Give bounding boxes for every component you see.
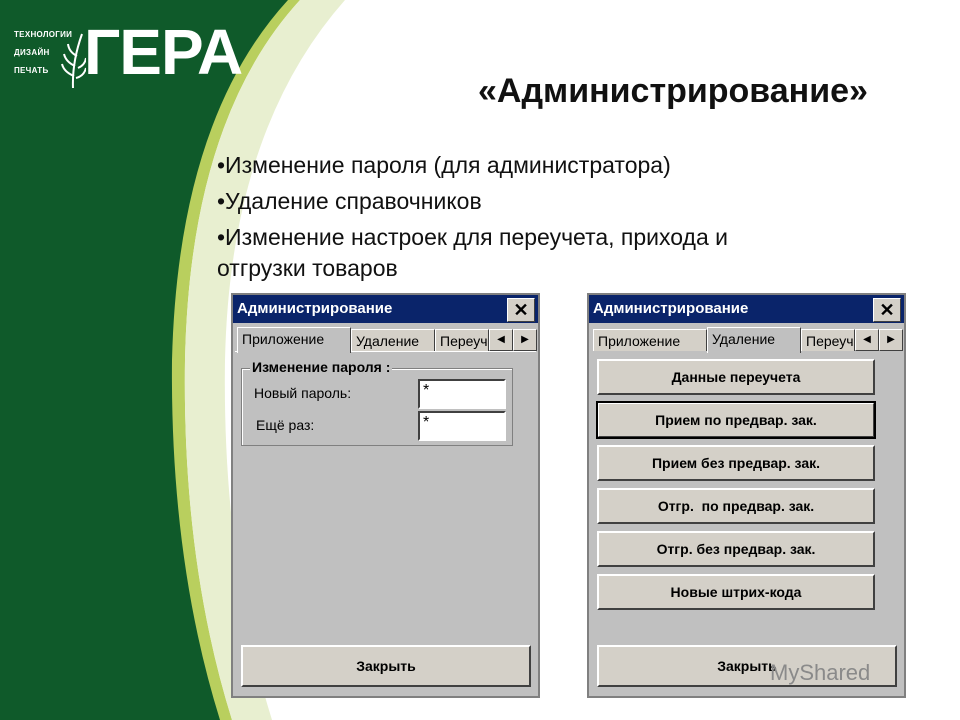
new-password-field[interactable]: * xyxy=(418,379,506,409)
recount-data-button[interactable]: Данные переучета xyxy=(597,359,875,395)
ship-without-preorder-button[interactable]: Отгр. без предвар. зак. xyxy=(597,531,875,567)
tab-delete[interactable]: Удаление xyxy=(351,329,435,351)
close-icon[interactable]: ✕ xyxy=(507,298,535,322)
bullet-item: •Удаление справочников xyxy=(217,188,482,214)
window-title: Администрирование xyxy=(237,300,393,317)
logo-brand: ГЕРА xyxy=(84,16,243,88)
bullet-list xyxy=(217,150,917,289)
tab-delete[interactable]: Удаление xyxy=(707,327,801,353)
tab-strip xyxy=(591,327,902,351)
window-title: Администрирование xyxy=(593,300,749,317)
window-titlebar xyxy=(233,295,538,323)
company-logo xyxy=(12,16,243,98)
close-icon[interactable]: ✕ xyxy=(873,298,901,322)
new-barcodes-button[interactable]: Новые штрих-кода xyxy=(597,574,875,610)
wheat-icon xyxy=(60,32,86,88)
receive-without-preorder-button[interactable]: Прием без предвар. зак. xyxy=(597,445,875,481)
password-group xyxy=(241,359,513,446)
ship-with-preorder-button[interactable]: Отгр. по предвар. зак. xyxy=(597,488,875,524)
window-titlebar xyxy=(589,295,904,323)
tab-recount[interactable]: Переуч xyxy=(801,329,855,351)
logo-line-1: ТЕХНОЛОГИИ xyxy=(14,30,73,39)
tab-application[interactable]: Приложение xyxy=(593,329,707,351)
admin-window-app-tab xyxy=(231,293,540,698)
tab-scroll-right-icon[interactable]: ▶ xyxy=(513,329,537,351)
admin-window-delete-tab xyxy=(587,293,906,698)
tab-panel xyxy=(235,351,536,636)
slide-title: «Администрирование» xyxy=(478,72,868,110)
bullet-item: •Изменение настроек для переучета, прихода и отгрузки товаров xyxy=(217,224,728,281)
close-button[interactable]: Закрыть xyxy=(597,645,897,687)
tab-scroll-right-icon[interactable]: ▶ xyxy=(879,329,903,351)
logo-line-2: ДИЗАЙН xyxy=(14,48,50,57)
tab-strip xyxy=(235,327,536,351)
watermark: MyShared xyxy=(770,660,871,685)
group-title: Изменение пароля : xyxy=(252,359,391,375)
new-password-label: Новый пароль: xyxy=(254,385,352,401)
receive-with-preorder-button[interactable]: Прием по предвар. зак. xyxy=(597,402,875,438)
logo-line-3: ПЕЧАТЬ xyxy=(14,66,49,75)
tab-scroll-left-icon[interactable]: ◀ xyxy=(489,329,513,351)
tab-application[interactable]: Приложение xyxy=(237,327,351,353)
repeat-password-field[interactable]: * xyxy=(418,411,506,441)
tab-recount[interactable]: Переуч xyxy=(435,329,489,351)
tab-scroll-left-icon[interactable]: ◀ xyxy=(855,329,879,351)
close-button[interactable]: Закрыть xyxy=(241,645,531,687)
bullet-item: •Изменение пароля (для администратора) xyxy=(217,152,671,178)
repeat-password-label: Ещё раз: xyxy=(256,417,315,433)
